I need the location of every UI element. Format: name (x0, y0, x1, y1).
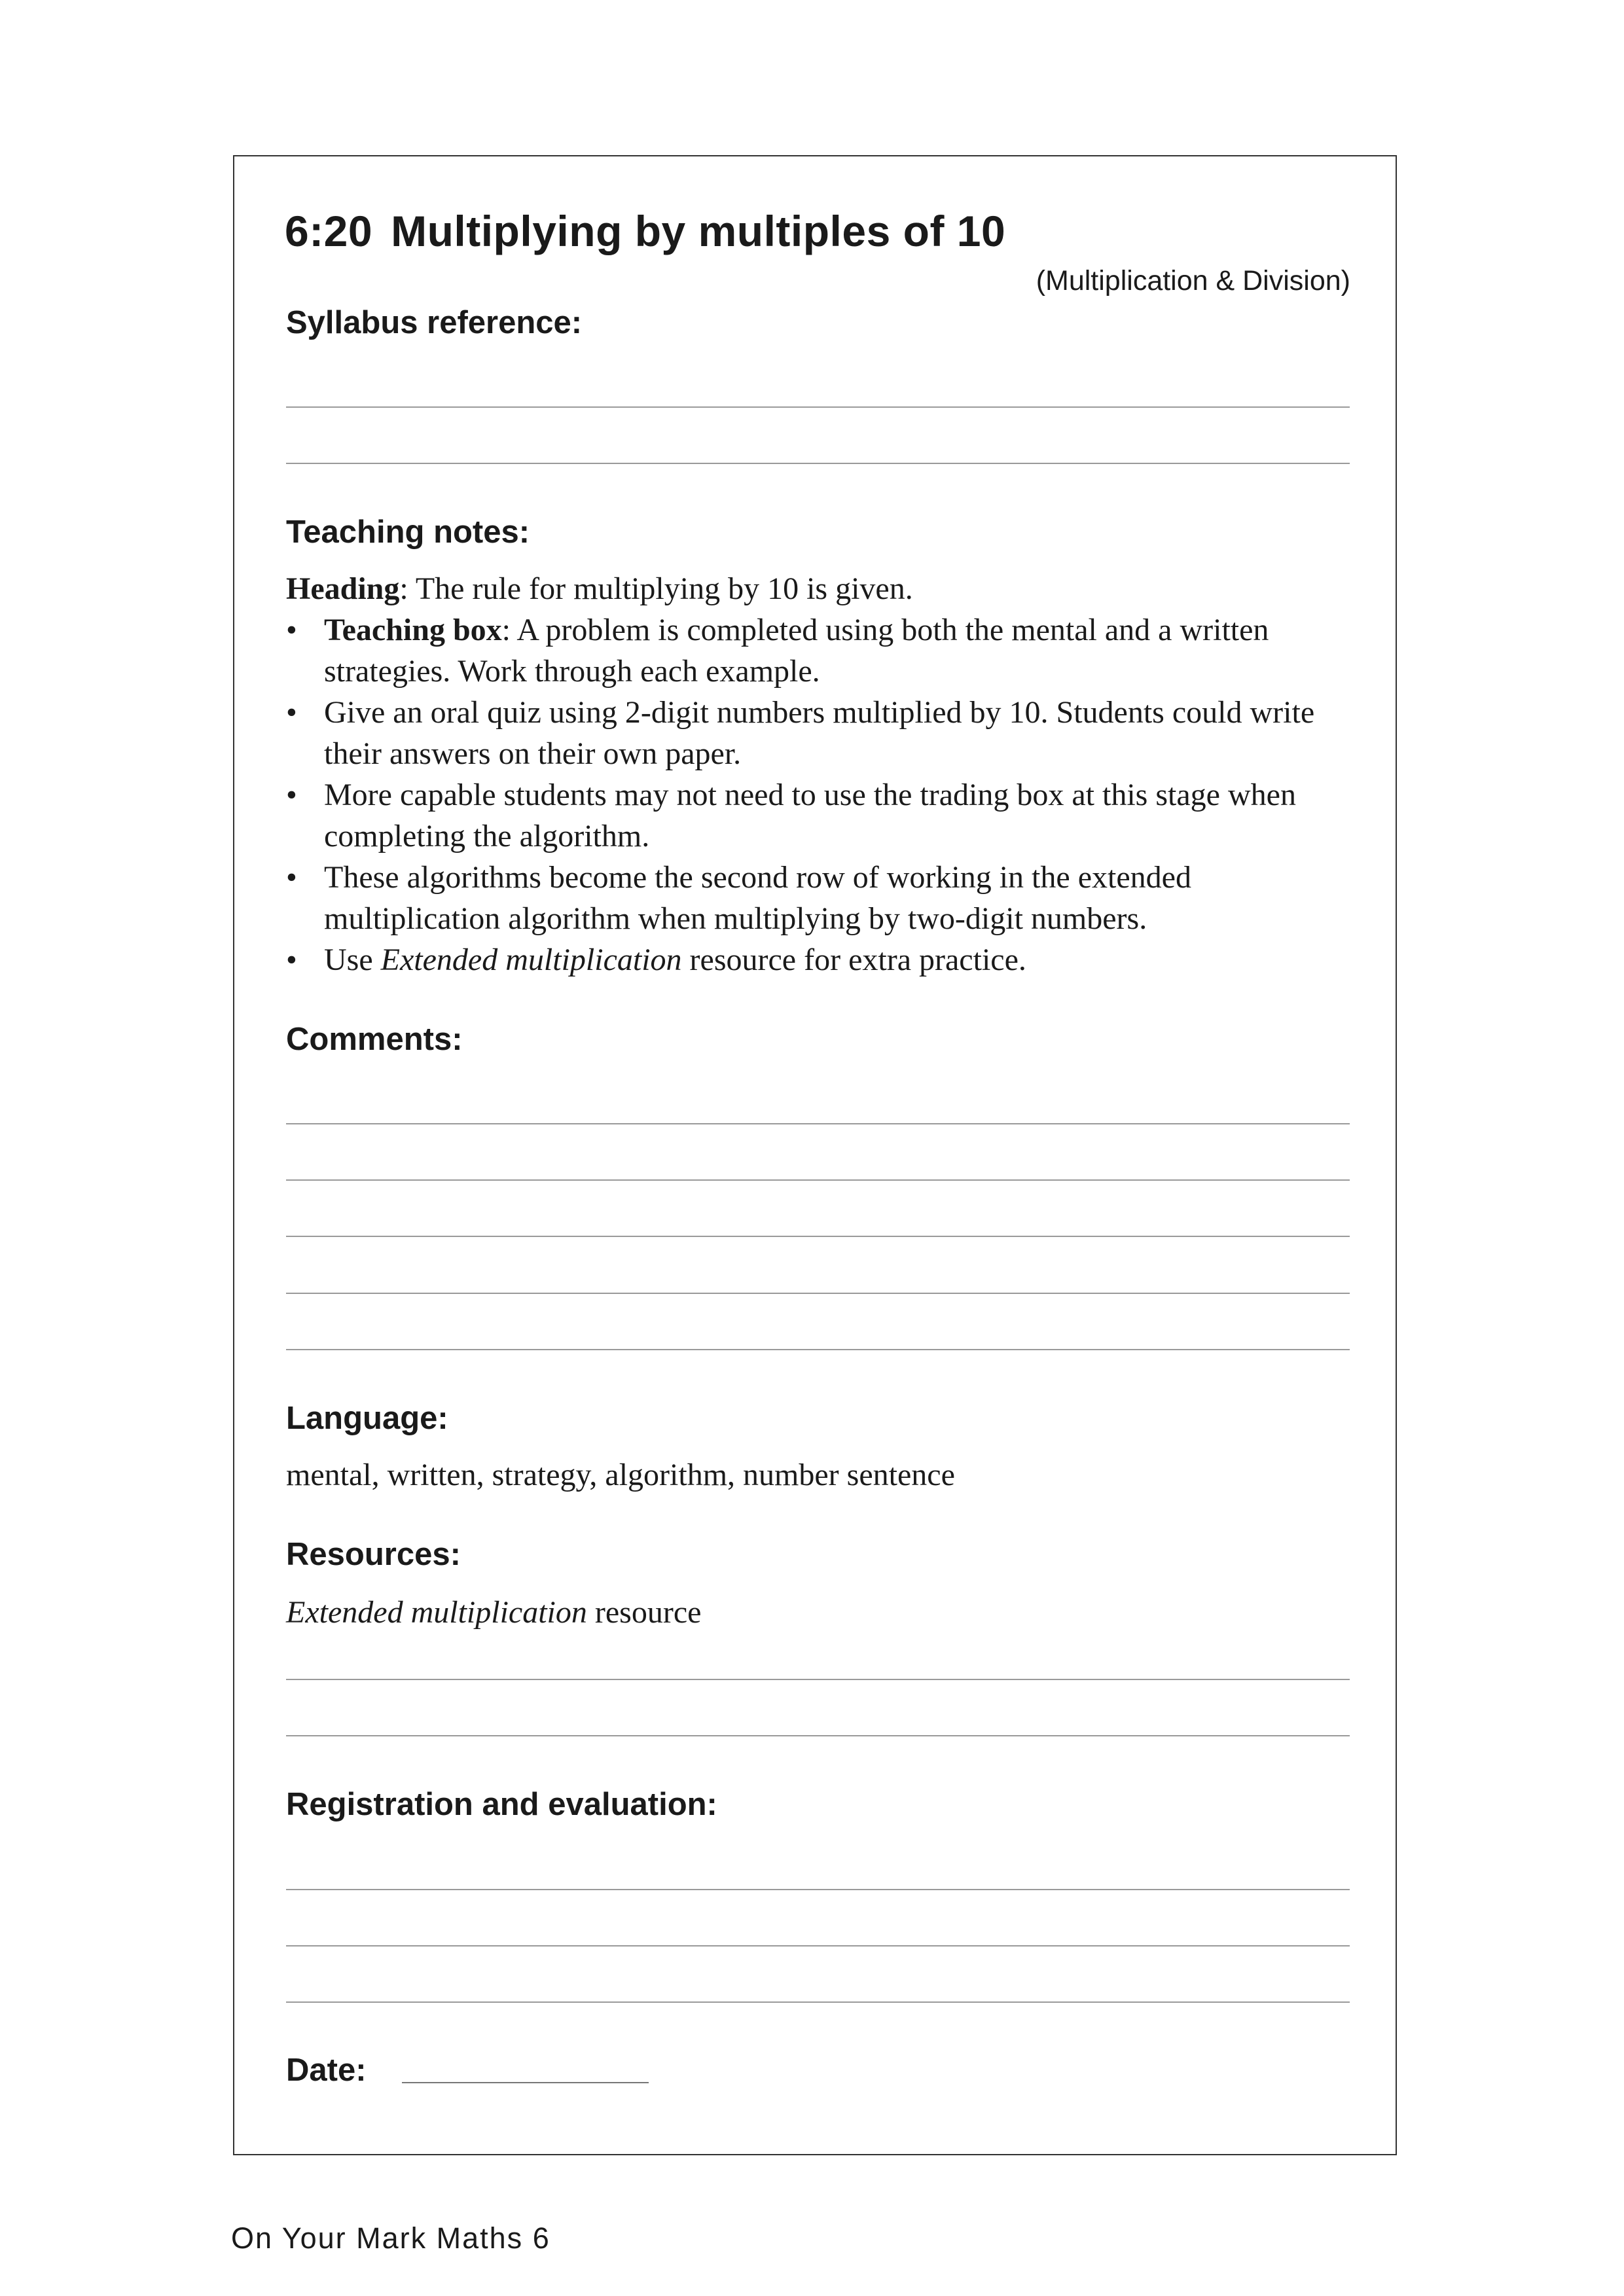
list-item (286, 774, 1360, 857)
list-item (286, 609, 1360, 692)
resources-rest: resource (586, 1595, 702, 1630)
list-item-text: : A problem is completed using both the mental and a written strategies. Work through each example. (324, 613, 1269, 689)
list-item-italic: Extended multiplication (380, 942, 682, 977)
lesson-number: 6:20 (285, 207, 373, 255)
syllabus-line-1 (286, 406, 1350, 408)
comments-heading: Comments: (286, 1022, 463, 1057)
language-text: mental, written, strategy, algorithm, number sentence (286, 1458, 955, 1492)
syllabus-line-2 (286, 463, 1350, 464)
list-item-text: Use (324, 942, 381, 977)
list-item-text: These algorithms become the second row of working in the extended multiplication algorithm when multiplying by two-digit numbers. (324, 860, 1191, 936)
registration-line-1 (286, 1889, 1350, 1890)
page-title (285, 206, 1005, 256)
list-item-text: resource for extra practice. (681, 942, 1026, 977)
teaching-notes-heading: Teaching notes: (286, 514, 530, 550)
notes-lead-text: : The rule for multiplying by 10 is given. (399, 571, 913, 606)
bullet-icon: • (286, 860, 297, 895)
resources-heading: Resources: (286, 1537, 461, 1572)
comments-line-3 (286, 1236, 1350, 1237)
bullet-icon: • (286, 942, 297, 977)
bullet-icon: • (286, 695, 297, 730)
footer-text: On Your Mark Maths 6 (231, 2221, 550, 2255)
list-item (286, 692, 1360, 774)
resources-italic: Extended multiplication (286, 1595, 587, 1630)
resources-text (286, 1592, 1360, 1633)
list-item-text: Give an oral quiz using 2-digit numbers multiplied by 10. Students could write their answers on their own paper. (324, 695, 1315, 771)
list-item (286, 939, 1360, 980)
date-line (402, 2082, 649, 2083)
bullet-icon: • (286, 613, 297, 647)
strand-label: (Multiplication & Division) (1036, 265, 1350, 296)
registration-heading: Registration and evaluation: (286, 1787, 717, 1822)
comments-line-5 (286, 1349, 1350, 1350)
language-heading: Language: (286, 1401, 448, 1436)
resources-line-1 (286, 1679, 1350, 1680)
syllabus-heading: Syllabus reference: (286, 305, 583, 340)
list-item-bold: Teaching box (324, 613, 502, 647)
notes-lead (286, 568, 1360, 609)
notes-list (286, 609, 1360, 980)
notes-lead-bold: Heading (286, 571, 400, 606)
list-item (286, 857, 1360, 939)
date-label: Date: (286, 2053, 367, 2088)
comments-line-1 (286, 1123, 1350, 1124)
comments-line-2 (286, 1179, 1350, 1181)
resources-line-2 (286, 1735, 1350, 1736)
bullet-icon: • (286, 778, 297, 812)
page-frame (233, 155, 1397, 2155)
teaching-notes (286, 568, 1360, 980)
registration-line-2 (286, 1945, 1350, 1946)
registration-line-3 (286, 2001, 1350, 2003)
comments-line-4 (286, 1293, 1350, 1294)
list-item-text: More capable students may not need to use the trading box at this stage when completing the algorithm. (324, 778, 1296, 853)
lesson-title: Multiplying by multiples of 10 (391, 207, 1006, 255)
